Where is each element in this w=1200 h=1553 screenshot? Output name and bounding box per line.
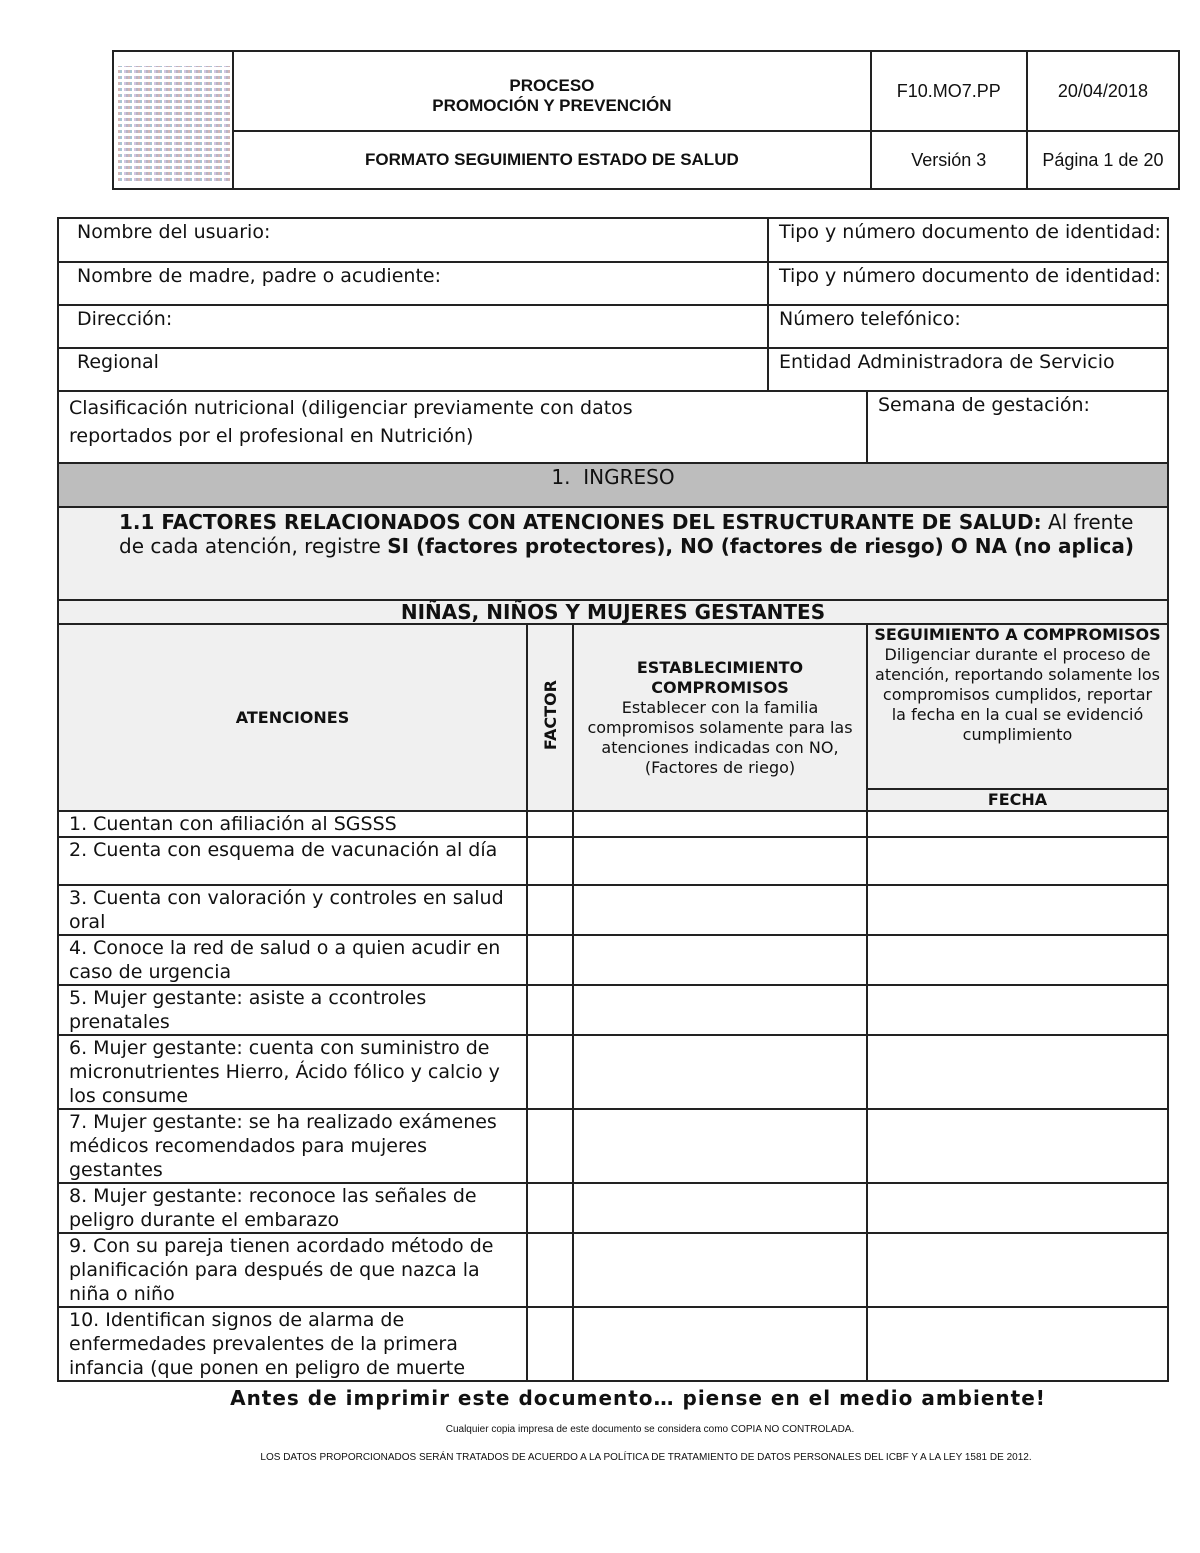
organization-logo-image	[118, 66, 230, 184]
attention-label: 5. Mujer gestante: asiste a ccontroles prenatales	[58, 985, 527, 1035]
nutrition-label-line-2: reportados por el profesional en Nutrición)	[69, 425, 474, 447]
seguimiento-title: SEGUIMIENTO A COMPROMISOS	[874, 625, 1161, 644]
seguimiento-description: Diligenciar durante el proceso de atención, reportando solamente los compromisos cumplidos, reportar la fecha en la cual se evidenció cumplimiento	[875, 645, 1160, 744]
table-row	[58, 1307, 1168, 1381]
attention-label: 4. Conoce la red de salud o a quien acudir en caso de urgencia	[58, 935, 527, 985]
compromiso-cell[interactable]	[573, 885, 867, 935]
compromiso-cell[interactable]	[573, 1109, 867, 1183]
attention-label: 8. Mujer gestante: reconoce las señales de peligro durante el embarazo	[58, 1183, 527, 1233]
format-code: F10.MO7.PP	[871, 51, 1027, 131]
process-title	[233, 51, 871, 131]
attention-label: 10. Identifican signos de alarma de enfermedades prevalentes de la primera infancia (que ponen en peligro de muerte	[58, 1307, 527, 1381]
subsection-instructions	[58, 507, 1168, 600]
phone-field[interactable]: Número telefónico:	[768, 305, 1168, 348]
table-row	[58, 935, 1168, 985]
attention-label: 1. Cuentan con afiliación al SGSSS	[58, 811, 527, 837]
factor-cell[interactable]	[527, 1035, 573, 1109]
section-number: 1.	[551, 465, 571, 489]
table-row	[58, 1109, 1168, 1183]
factor-cell[interactable]	[527, 1109, 573, 1183]
nutrition-label-line-1: Clasificación nutricional (diligenciar previamente con datos	[69, 397, 633, 419]
compromiso-cell[interactable]	[573, 811, 867, 837]
factor-cell[interactable]	[527, 811, 573, 837]
attention-label: 9. Con su pareja tienen acordado método de planificación para después de que nazca la niña o niño	[58, 1233, 527, 1307]
attention-label: 6. Mujer gestante: cuenta con suministro de micronutrientes Hierro, Ácido fólico y calcio y los consume	[58, 1035, 527, 1109]
compromiso-cell[interactable]	[573, 1233, 867, 1307]
table-row	[58, 985, 1168, 1035]
compromiso-cell[interactable]	[573, 837, 867, 885]
factor-cell[interactable]	[527, 1183, 573, 1233]
subsection-title: 1.1 FACTORES RELACIONADOS CON ATENCIONES DEL ESTRUCTURANTE DE SALUD:	[119, 510, 1042, 534]
column-header-seguimiento	[867, 624, 1168, 789]
table-row	[58, 1183, 1168, 1233]
subsection-options: SI (factores protectores), NO (factores de riesgo) O NA (no aplica)	[387, 534, 1134, 558]
column-header-establecimiento	[573, 624, 867, 811]
factor-cell[interactable]	[527, 1307, 573, 1381]
format-version: Versión 3	[871, 131, 1027, 189]
compromiso-cell[interactable]	[573, 1183, 867, 1233]
table-row	[58, 1233, 1168, 1307]
health-tracking-form	[57, 217, 1169, 1382]
gestation-week-field[interactable]: Semana de gestación:	[867, 391, 1168, 463]
table-row	[58, 885, 1168, 935]
guardian-name-field[interactable]: Nombre de madre, padre o acudiente:	[58, 262, 768, 305]
format-title: FORMATO SEGUIMIENTO ESTADO DE SALUD	[233, 131, 871, 189]
fecha-cell[interactable]	[867, 985, 1168, 1035]
compromiso-cell[interactable]	[573, 1307, 867, 1381]
column-header-fecha: FECHA	[867, 789, 1168, 811]
factor-cell[interactable]	[527, 837, 573, 885]
fecha-cell[interactable]	[867, 1035, 1168, 1109]
factor-label: FACTOR	[540, 679, 560, 751]
table-row	[58, 811, 1168, 837]
column-header-atenciones: ATENCIONES	[58, 624, 527, 811]
page-number: Página 1 de 20	[1027, 131, 1179, 189]
user-name-field[interactable]: Nombre del usuario:	[58, 218, 768, 262]
guardian-document-field[interactable]: Tipo y número documento de identidad:	[768, 262, 1168, 305]
table-row	[58, 1035, 1168, 1109]
column-header-factor	[527, 624, 573, 811]
factor-cell[interactable]	[527, 885, 573, 935]
establecimiento-description: Establecer con la familia compromisos solamente para las atenciones indicadas con NO, (Factores de riego)	[587, 697, 853, 777]
document-header	[112, 50, 1180, 190]
process-line-1: PROCESO	[509, 76, 595, 95]
attention-label: 3. Cuenta con valoración y controles en salud oral	[58, 885, 527, 935]
process-line-2: PROMOCIÓN Y PREVENCIÓN	[432, 96, 672, 115]
fecha-cell[interactable]	[867, 1109, 1168, 1183]
compromiso-cell[interactable]	[573, 1035, 867, 1109]
fecha-cell[interactable]	[867, 1183, 1168, 1233]
nutrition-classification-field[interactable]	[58, 391, 867, 463]
fecha-cell[interactable]	[867, 811, 1168, 837]
environment-notice: Antes de imprimir este documento… piense en el medio ambiente!	[230, 1386, 1046, 1410]
attention-label: 2. Cuenta con esquema de vacunación al día	[58, 837, 527, 885]
section-title: INGRESO	[583, 465, 675, 489]
fecha-cell[interactable]	[867, 1233, 1168, 1307]
establecimiento-title: ESTABLECIMIENTO COMPROMISOS	[636, 657, 804, 697]
address-field[interactable]: Dirección:	[58, 305, 768, 348]
format-date: 20/04/2018	[1027, 51, 1179, 131]
group-title: NIÑAS, NIÑOS Y MUJERES GESTANTES	[58, 600, 1168, 624]
factor-cell[interactable]	[527, 1233, 573, 1307]
section-ingreso-header	[58, 463, 1168, 507]
data-policy-notice: LOS DATOS PROPORCIONADOS SERÁN TRATADOS DE ACUERDO A LA POLÍTICA DE TRATAMIENTO DE DATOS PERSONALES DEL ICBF Y A LA LEY 1581 DE 2012.	[260, 1452, 1032, 1463]
fecha-cell[interactable]	[867, 935, 1168, 985]
copy-notice: Cualquier copia impresa de este documento se considera como COPIA NO CONTROLADA.	[445, 1424, 855, 1435]
factor-cell[interactable]	[527, 985, 573, 1035]
factor-cell[interactable]	[527, 935, 573, 985]
attention-label: 7. Mujer gestante: se ha realizado exámenes médicos recomendados para mujeres gestantes	[58, 1109, 527, 1183]
compromiso-cell[interactable]	[573, 985, 867, 1035]
compromiso-cell[interactable]	[573, 935, 867, 985]
fecha-cell[interactable]	[867, 1307, 1168, 1381]
logo-cell	[113, 51, 233, 189]
fecha-cell[interactable]	[867, 885, 1168, 935]
entity-field[interactable]: Entidad Administradora de Servicio	[768, 348, 1168, 391]
fecha-cell[interactable]	[867, 837, 1168, 885]
regional-field[interactable]: Regional	[58, 348, 768, 391]
subsection-text: Al frente de cada atención, registre	[119, 510, 1134, 558]
user-document-field[interactable]: Tipo y número documento de identidad:	[768, 218, 1168, 262]
table-row	[58, 837, 1168, 885]
